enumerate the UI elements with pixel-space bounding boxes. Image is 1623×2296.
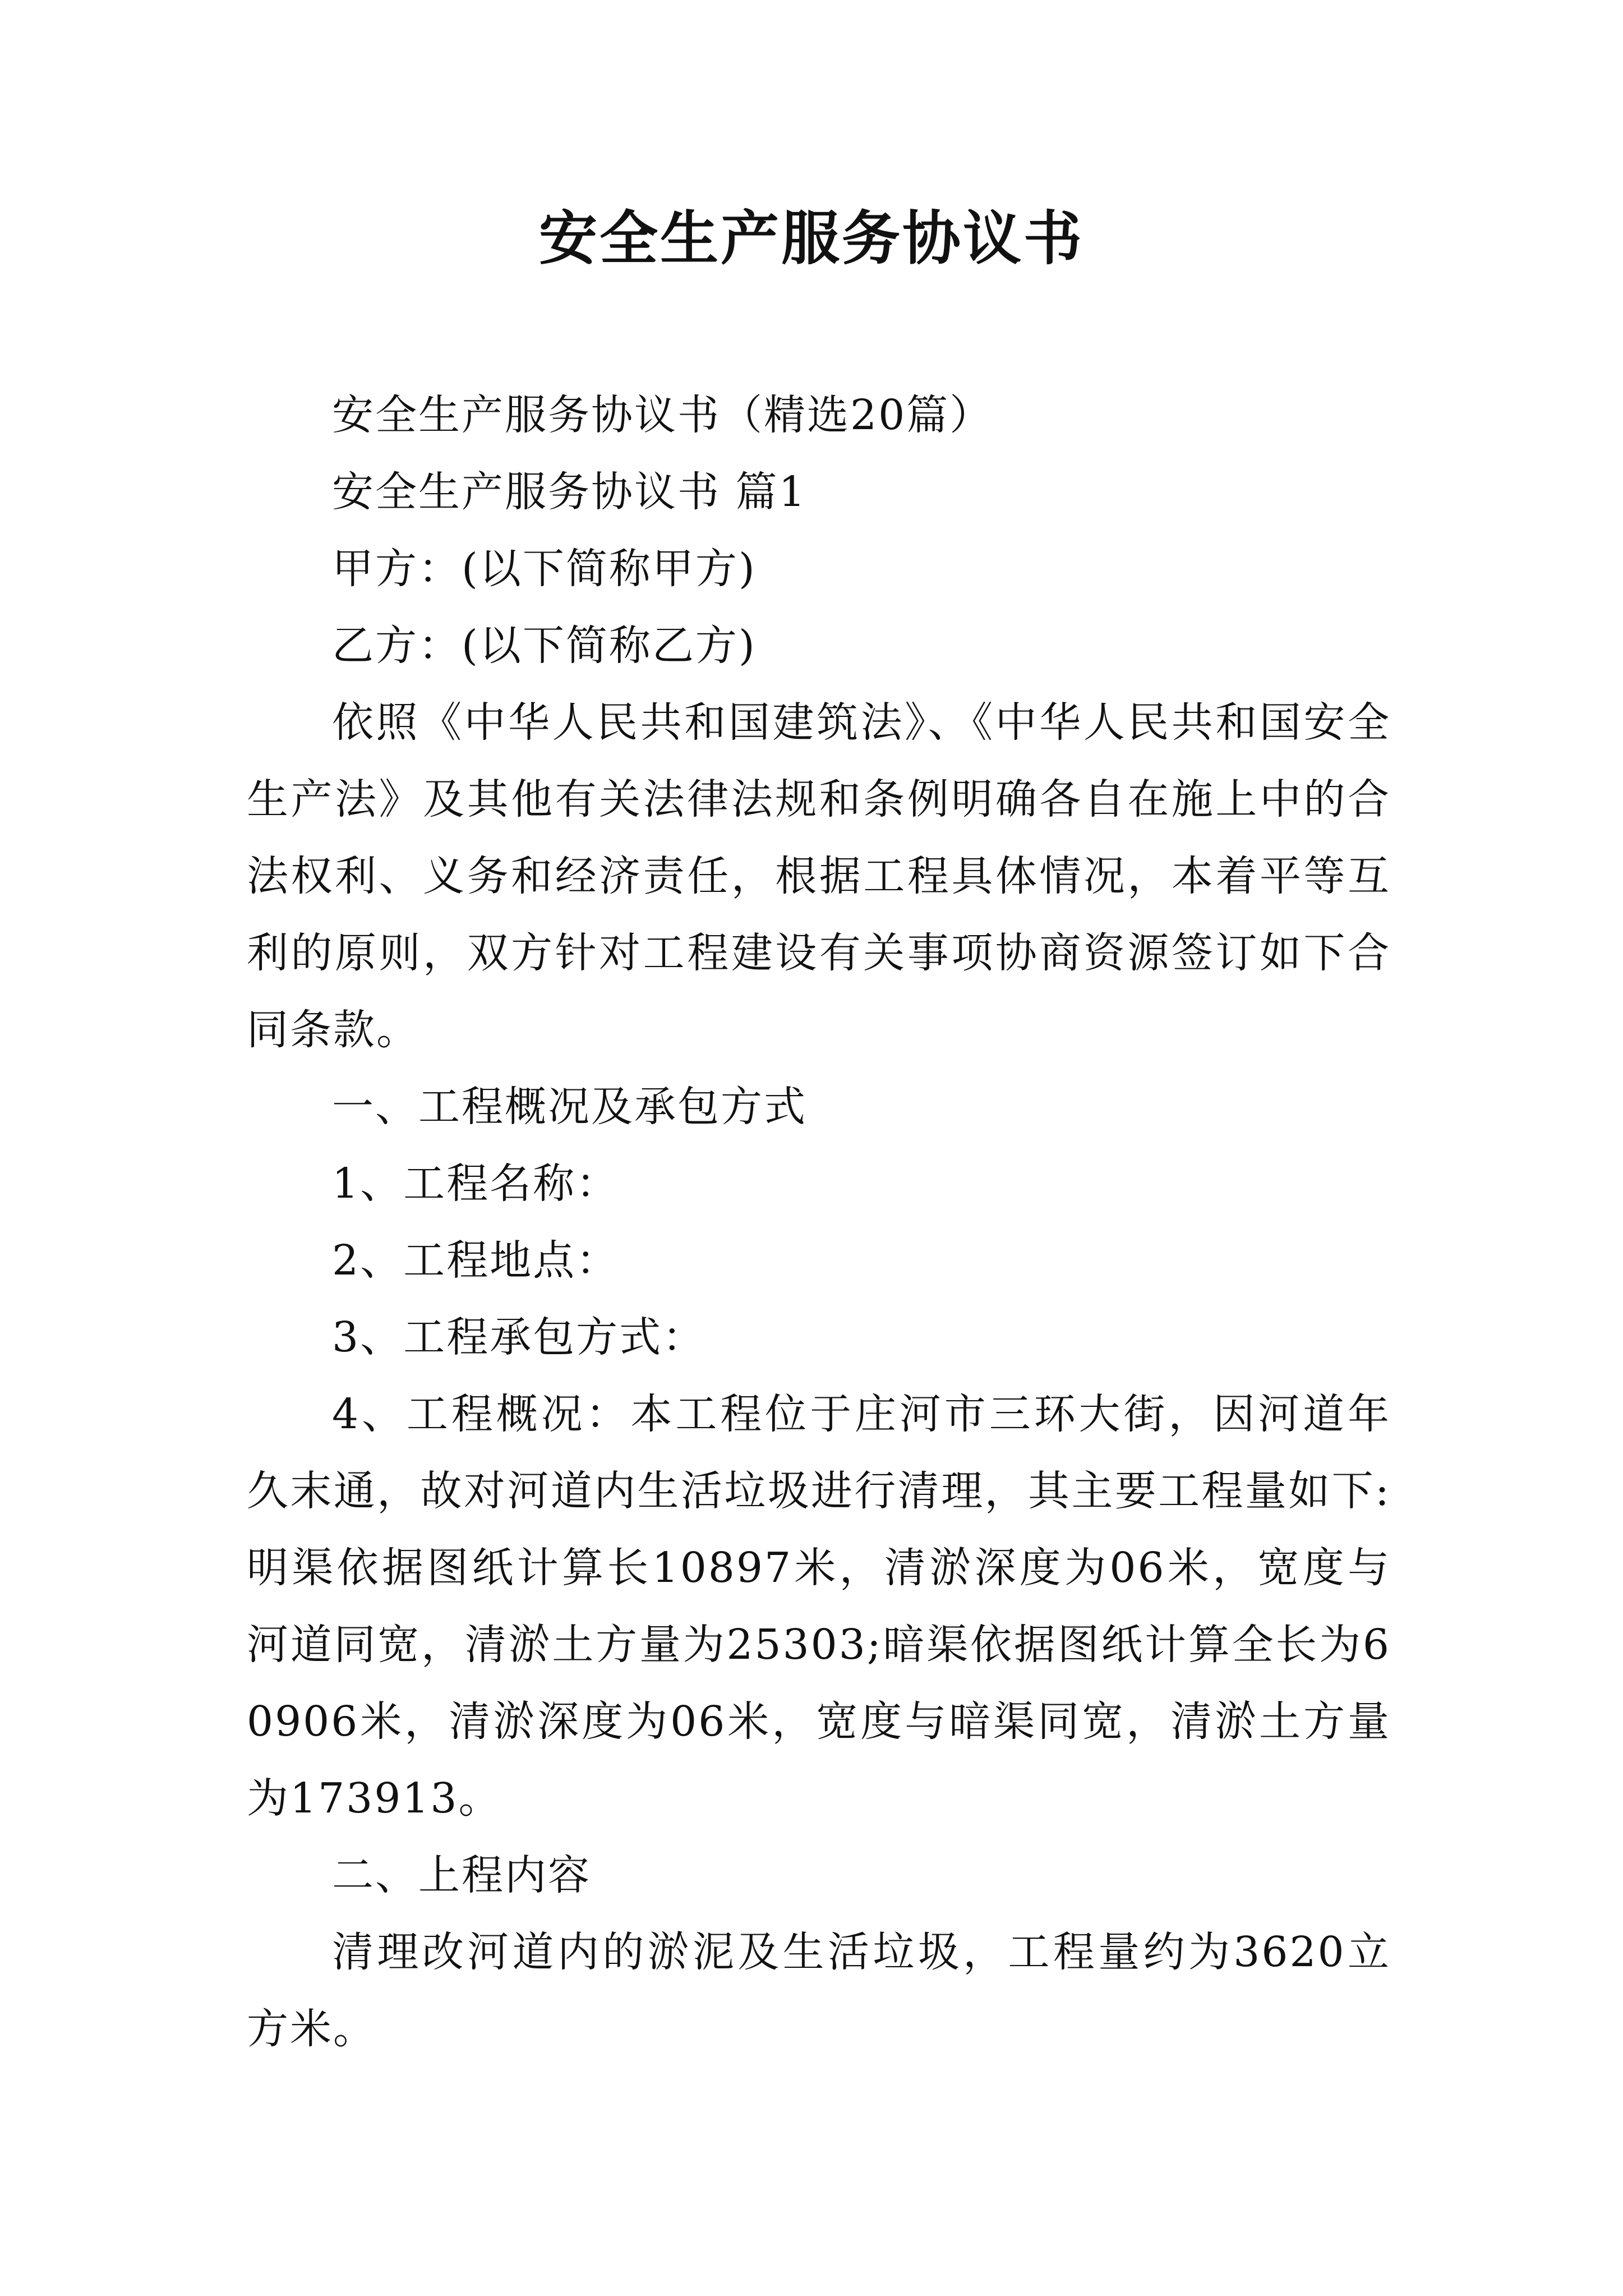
paragraph-preamble: 依照《中华人民共和国建筑法》、《中华人民共和国安全生产法》及其他有关法律法规和条例明确各自在施上中的合法权利、义务和经济责任，根据工程具体情况，本着平等互利的原则，双方针对工程建设有关事项协商资源签订如下合同条款。 bbox=[247, 698, 1391, 1054]
paragraph-section-2-heading: 二、上程内容 bbox=[332, 1851, 591, 1899]
paragraph-project-location: 2、工程地点： bbox=[332, 1236, 620, 1285]
paragraph-party-b: 乙方：(以下简称乙方) bbox=[332, 622, 757, 670]
document-body bbox=[247, 377, 1391, 2068]
paragraph-party-a: 甲方：(以下简称甲方) bbox=[332, 545, 757, 593]
paragraph-section-1-heading: 一、工程概况及承包方式 bbox=[332, 1083, 807, 1131]
document-title: 安全生产服务协议书 bbox=[538, 204, 1084, 273]
paragraph-article-heading: 安全生产服务协议书 篇1 bbox=[332, 468, 807, 516]
paragraph-work-content: 清理改河道内的淤泥及生活垃圾，工程量约为3620立方米。 bbox=[247, 1928, 1391, 2053]
paragraph-contract-method: 3、工程承包方式： bbox=[332, 1313, 706, 1361]
paragraph-collection-title: 安全生产服务协议书（精选20篇） bbox=[332, 391, 993, 439]
paragraph-project-overview: 4、工程概况：本工程位于庄河市三环大街，因河道年久末通，故对河道内生活垃圾进行清理，其主要工程量如下:明渠依据图纸计算长10897米，清淤深度为06米，宽度与河道同宽，清淤土方量为25303;暗渠依据图纸计算全长为60906米，清淤深度为06米，宽度与暗渠同宽，清淤土方量为173913。 bbox=[247, 1390, 1391, 1823]
paragraph-project-name: 1、工程名称： bbox=[332, 1159, 620, 1208]
